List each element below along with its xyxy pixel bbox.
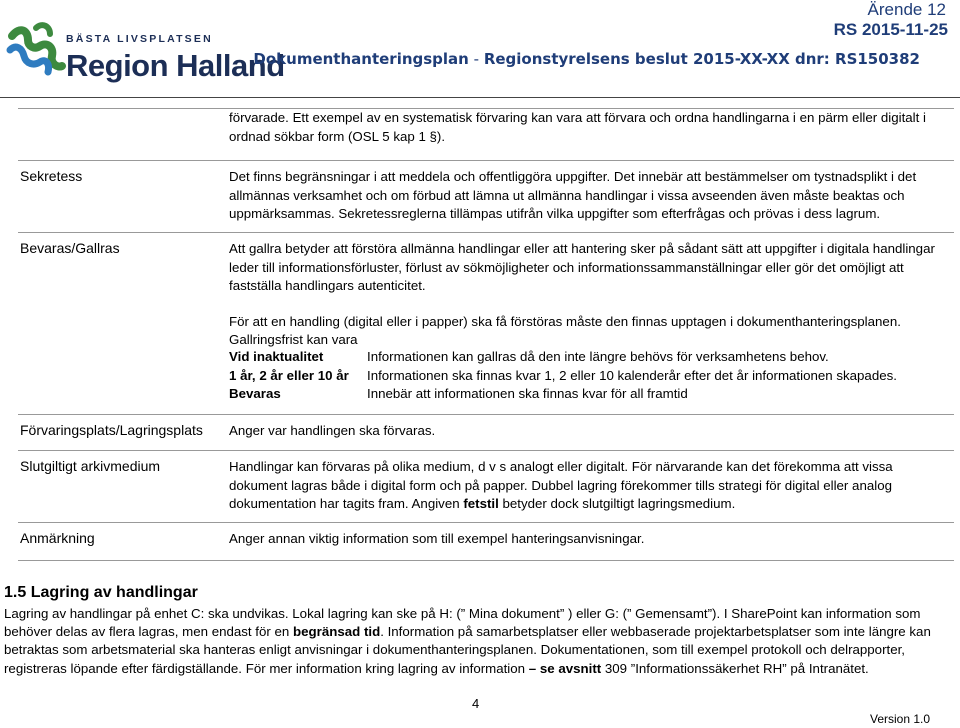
gallringsfrist-term: 1 år, 2 år eller 10 år (229, 368, 349, 383)
gallringsfrist-item (229, 367, 897, 386)
row-label-forvaringsplats: Förvaringsplats/Lagringsplats (20, 422, 203, 438)
doc-title: Dokumenthanteringsplan (253, 50, 469, 68)
header-divider (0, 97, 960, 98)
row-label-sekretess: Sekretess (20, 168, 83, 184)
section-heading: 1.5 Lagring av handlingar (4, 584, 198, 601)
version-label: Version 1.0 (870, 712, 931, 726)
gallringsfrist-desc: Informationen ska finnas kvar 1, 2 eller 10 kalenderår efter det år informationen skapades. (367, 368, 897, 383)
gallringsfrist-desc: Informationen kan gallras då den inte längre behövs för verksamhetens behov. (367, 349, 829, 364)
section-bold-2: – se avsnitt (528, 660, 602, 676)
section-body (4, 605, 956, 678)
page-number: 4 (472, 696, 480, 711)
arkivmedium-text (229, 458, 953, 514)
section-text-1: Lagring av handlingar på enhet C: ska undvikas. Lokal lagring kan ske på H: (” Mina dokument” ) eller G: (” Gemensamt”). I SharePoint kan information som behöver delas av flera lagras, men endast för en (4, 606, 921, 640)
gallringsfrist-item (229, 385, 688, 404)
storage-example-text: förvarade. Ett exempel av en systematisk förvaring kan vara att förvara och ordna handlingarna i en pärm eller digitalt i ordnad sökbar form (OSL 5 kap 1 §). (229, 110, 926, 144)
section-bold-1: begränsad tid (293, 624, 381, 640)
forvaringsplats-text: Anger var handlingen ska förvaras. (229, 423, 436, 438)
row-divider (18, 522, 954, 523)
row-divider (18, 232, 954, 233)
logo-name: Region Halland (66, 48, 285, 83)
row-divider (18, 160, 954, 161)
arkivmedium-text-a: Handlingar kan förvaras på olika medium, d v s analogt eller digitalt. För närvarande kan det förekomma att vissa dokument lagras både i digital form och på papper. Dubbel lagring förekommer tills strategi för digital eller analog dokumentation har tagits fram. Angiven (229, 459, 893, 512)
gallringsfrist-desc: Innebär att informationen ska finnas kvar för all framtid (367, 386, 688, 401)
row-label-bevaras-gallras: Bevaras/Gallras (20, 240, 120, 256)
sekretess-text: Det finns begränsningar i att meddela och offentliggöra uppgifter. Det innebär att bestämmelser om tystnadsplikt i det allmännas verksamhet och om förbud att lämna ut allmänna handlingar i vissa avseenden även måste beaktas och uppmärksammas. Sekretessreglerna tillämpas utifrån vilka uppgifter som efterfrågas och prövas i dess lagrum. (229, 169, 917, 222)
section-text-3: 309 ”Informationssäkerhet RH” på Intranätet. (601, 660, 869, 676)
arkivmedium-bold: fetstil (463, 496, 499, 512)
doc-separator: - (468, 50, 484, 68)
row-label-arkivmedium: Slutgiltigt arkivmedium (20, 458, 161, 474)
document-header-line (253, 50, 920, 68)
row-divider (18, 414, 954, 415)
rs-date: RS 2015-11-25 (833, 20, 948, 39)
gallra-requirement-text: För att en handling (digital eller i papper) ska få förstöras måste den finnas upptagen i dokumenthanteringsplanen. (229, 314, 901, 329)
row-label-anmarkning: Anmärkning (20, 530, 95, 546)
gallringsfrist-term: Vid inaktualitet (229, 349, 324, 364)
gallra-definition-text: Att gallra betyder att förstöra allmänna handlingar eller att hantering sker på sådant sätt att uppgifter i digitala handlingar leder till informationsförluster, förlust av sökmöjligheter och informationssammanställningar eller gör det omöjligt att fastställa handlingars autenticitet. (229, 241, 935, 294)
section-text-2: . Information på samarbetsplatser eller webbaserade projektarbetsplatser som inte längre kan betraktas som arbetsmaterial ska hanteras enligt anvisningar i dokumenthanteringsplanen. Dokumentationen, som till exempel protokoll och delrapporter, registreras löpande efter färdigställande. För mer information kring lagring av information (4, 624, 931, 676)
gallringsfrist-term: Bevaras (229, 386, 281, 401)
table-bottom-border (18, 560, 954, 561)
doc-decision-info: Regionstyrelsens beslut 2015-XX-XX dnr: RS150382 (483, 50, 920, 68)
gallringsfrist-item (229, 348, 829, 367)
anmarkning-text: Anger annan viktig information som till exempel hanteringsanvisningar. (229, 531, 645, 546)
row-divider (18, 450, 954, 451)
halland-map-icon (6, 16, 70, 86)
logo-tagline: BÄSTA LIVSPLATSEN (66, 33, 213, 45)
case-number: Ärende 12 (867, 0, 946, 19)
arkivmedium-text-b: betyder dock slutgiltigt lagringsmedium. (498, 496, 736, 512)
gallringsfrist-heading: Gallringsfrist kan vara (229, 332, 358, 347)
